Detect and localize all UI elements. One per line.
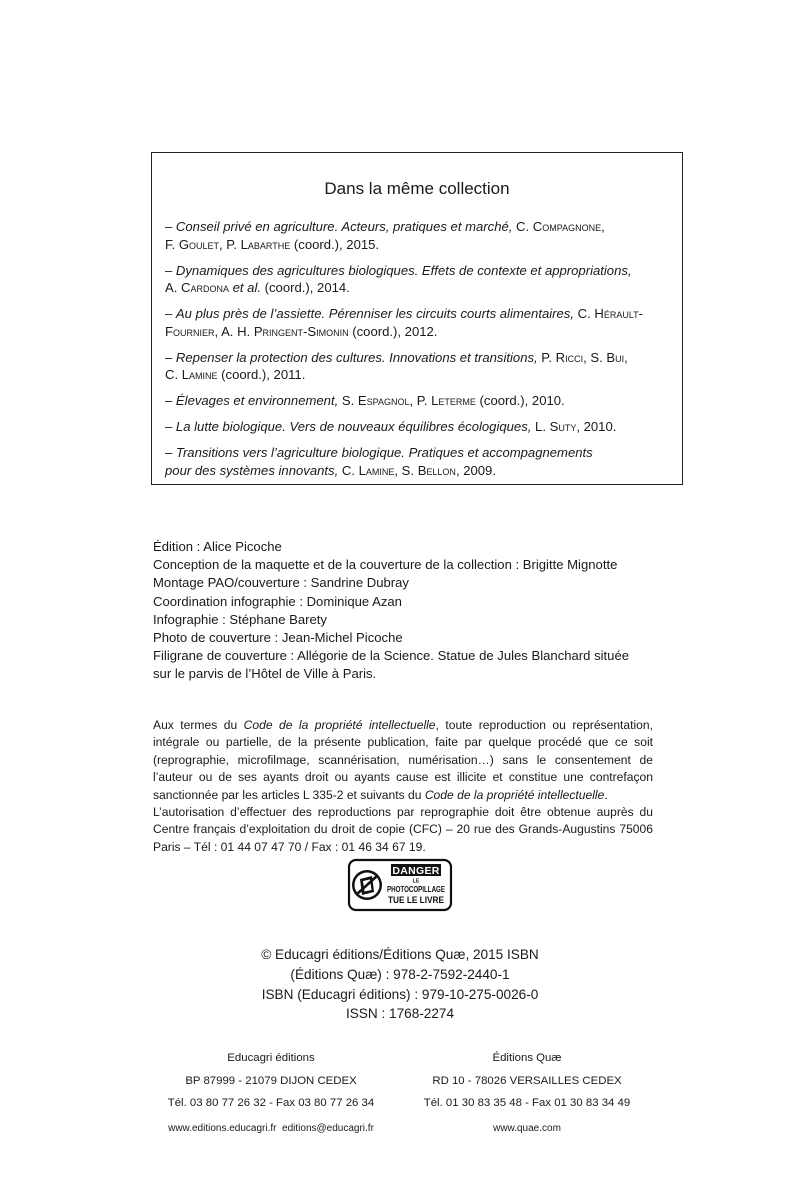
author-name: érault- bbox=[603, 306, 644, 321]
credit-line: Coordination infographie : Dominique Azan bbox=[153, 593, 402, 609]
publisher-name: Éditions Quæ bbox=[492, 1052, 562, 1064]
credit-line: Infographie : Stéphane Barety bbox=[153, 611, 327, 627]
legal-notice bbox=[153, 717, 653, 856]
dash: – bbox=[165, 219, 176, 234]
collection-item bbox=[165, 349, 672, 384]
author-name: Bellon bbox=[417, 462, 456, 478]
book-title: Conseil privé en agriculture. Acteurs, pratiques et marché, bbox=[175, 219, 513, 234]
dash: – bbox=[165, 349, 176, 365]
author-name: Lamine bbox=[358, 462, 395, 478]
book-tail: (coord.), 2014. bbox=[261, 280, 350, 295]
collection-item bbox=[165, 262, 672, 297]
book-title: Dynamiques des agricultures biologiques. Effets de contexte et appropriations, bbox=[175, 262, 632, 278]
author-initial: , P. bbox=[409, 393, 432, 408]
publisher-quae bbox=[397, 1047, 657, 1140]
book-tail: , 2010. bbox=[576, 419, 617, 434]
author-name: Lamine bbox=[181, 367, 218, 382]
author-name: Bui bbox=[606, 349, 625, 365]
credit-line: Édition : Alice Picoche bbox=[153, 539, 282, 554]
author-name: Compagnone bbox=[532, 219, 602, 234]
credits-block bbox=[153, 538, 653, 684]
author-initial: C. H bbox=[574, 306, 604, 321]
author-name: Espagnol bbox=[357, 393, 410, 408]
collection-item bbox=[165, 444, 672, 479]
credit-line: sur le parvis de l’Hôtel de Ville à Paris. bbox=[153, 666, 377, 682]
author-name: Labarthe bbox=[240, 236, 291, 252]
author-initial: C. bbox=[512, 219, 533, 234]
dash: – bbox=[165, 262, 176, 278]
credit-line: Filigrane de couverture : Allégorie de la Science. Statue de Jules Blanchard située bbox=[153, 648, 630, 664]
author-initial: , P. bbox=[219, 236, 241, 252]
author-name: Leterme bbox=[431, 393, 476, 408]
svg-text:LE: LE bbox=[412, 878, 420, 885]
code-title: Code de la propriété intellectuelle bbox=[424, 787, 605, 802]
book-tail: (coord.), 2011. bbox=[217, 367, 306, 382]
publisher-educagri bbox=[141, 1047, 401, 1140]
credit-line: Montage PAO/couverture : Sandrine Dubray bbox=[153, 575, 409, 591]
legal-paragraph-2: L’autorisation d’effectuer des reproductions par reprographie doit être obtenue auprès du Centre français d’exploitation du droit de copie (CFC) – 20 rue des Grands-Augustins 75006 Paris – Tél : 01 44 07 47 70 / Fax : 01 46 34 67 19. bbox=[153, 805, 653, 854]
author-name: Suty bbox=[549, 419, 577, 434]
book-title: La lutte biologique. Vers de nouveaux équilibres écologiques, bbox=[175, 419, 532, 434]
author-initial: , bbox=[601, 219, 605, 234]
publisher-phone: Tél. 03 80 77 26 32 - Fax 03 80 77 26 34 bbox=[167, 1097, 375, 1109]
book-title: Au plus près de l’assiette. Pérenniser les circuits courts alimentaires, bbox=[175, 306, 574, 321]
book-title: pour des systèmes innovants, bbox=[165, 462, 339, 478]
author-name: Ricci bbox=[555, 349, 584, 365]
et-al: et al. bbox=[228, 280, 262, 295]
author-initial: P. bbox=[537, 349, 556, 365]
dash: – bbox=[165, 306, 176, 321]
author-name: Fournier bbox=[165, 323, 215, 339]
publisher-phone: Tél. 01 30 83 35 48 - Fax 01 30 83 34 49 bbox=[423, 1097, 631, 1109]
author-initial: , S. bbox=[394, 462, 418, 478]
collection-item bbox=[165, 218, 672, 253]
dash: – bbox=[165, 419, 176, 434]
svg-text:DANGER: DANGER bbox=[392, 865, 440, 877]
author-initial: C. bbox=[338, 462, 359, 478]
legal-paragraph-1: Aux termes du Code de la propriété intellectuelle, toute reproduction ou représentation, intégrale ou partielle, de la présente publication, faite par quelque procédé que ce soit (reprographie, microfilmage, scannérisation, numérisation…) sans le consentement de l’auteur ou de ses ayants droit ou ayants cause est illicite et constitue une contrefaçon sanctionnée par les articles L 335-2 et suivants du Code de la propriété intellectuelle. bbox=[153, 718, 653, 802]
photocopillage-danger-logo bbox=[348, 859, 452, 911]
isbn-quae: (Éditions Quæ) : 978-2-7592-2440-1 bbox=[290, 966, 510, 982]
copyright-block bbox=[150, 945, 650, 1024]
book-tail: (coord.), 2015. bbox=[290, 236, 380, 252]
publisher-address: BP 87999 - 21079 DIJON CEDEX bbox=[185, 1074, 357, 1087]
author-initial: C. bbox=[165, 367, 182, 382]
isbn-educagri: ISBN (Educagri éditions) : 979-10-275-0026-0 bbox=[261, 986, 539, 1002]
credit-line: Photo de couverture : Jean-Michel Picoche bbox=[153, 630, 403, 646]
book-tail: (coord.), 2010. bbox=[475, 393, 565, 408]
publisher-web[interactable]: www.quae.com bbox=[493, 1122, 561, 1134]
collection-item bbox=[165, 392, 672, 410]
author-name: Cardona bbox=[181, 280, 229, 295]
author-name: Pringent-Simonin bbox=[253, 323, 349, 339]
collection-item bbox=[165, 418, 672, 436]
author-initial: , S. bbox=[583, 349, 607, 365]
author-initial: L. bbox=[531, 419, 550, 434]
book-title: Élevages et environnement, bbox=[175, 393, 339, 408]
svg-text:TUE LE LIVRE: TUE LE LIVRE bbox=[388, 895, 444, 905]
collection-item bbox=[165, 305, 672, 340]
collection-title: Dans la même collection bbox=[324, 179, 510, 198]
book-title: Transitions vers l’agriculture biologique. Pratiques et accompagnements bbox=[175, 445, 593, 460]
book-tail: (coord.), 2012. bbox=[348, 323, 438, 339]
author-initial: F. bbox=[165, 236, 179, 252]
copyright-line: © Educagri éditions/Éditions Quæ, 2015 ISBN bbox=[261, 947, 539, 962]
dash: – bbox=[165, 393, 176, 408]
credit-line: Conception de la maquette et de la couverture de la collection : Brigitte Mignotte bbox=[153, 557, 618, 573]
dash: – bbox=[165, 445, 176, 460]
collection-list bbox=[165, 218, 672, 488]
author-initial: , bbox=[624, 349, 628, 365]
author-initial: S. bbox=[338, 393, 358, 408]
author-initial: , A. H. bbox=[214, 323, 254, 339]
collection-box bbox=[151, 152, 683, 485]
author-name: Goulet bbox=[178, 236, 220, 252]
book-tail: , 2009. bbox=[455, 462, 496, 478]
svg-text:PHOTOCOPILLAGE: PHOTOCOPILLAGE bbox=[387, 885, 446, 894]
publisher-name: Educagri éditions bbox=[227, 1052, 315, 1064]
code-title: Code de la propriété intellectuelle bbox=[243, 718, 436, 732]
author-initial: A. bbox=[165, 280, 182, 295]
issn: ISSN : 1768-2274 bbox=[345, 1006, 455, 1022]
publisher-address: RD 10 - 78026 VERSAILLES CEDEX bbox=[432, 1074, 622, 1087]
book-title: Repenser la protection des cultures. Innovations et transitions, bbox=[175, 349, 538, 365]
publisher-web[interactable]: www.editions.educagri.fr editions@educagri.fr bbox=[168, 1122, 374, 1134]
